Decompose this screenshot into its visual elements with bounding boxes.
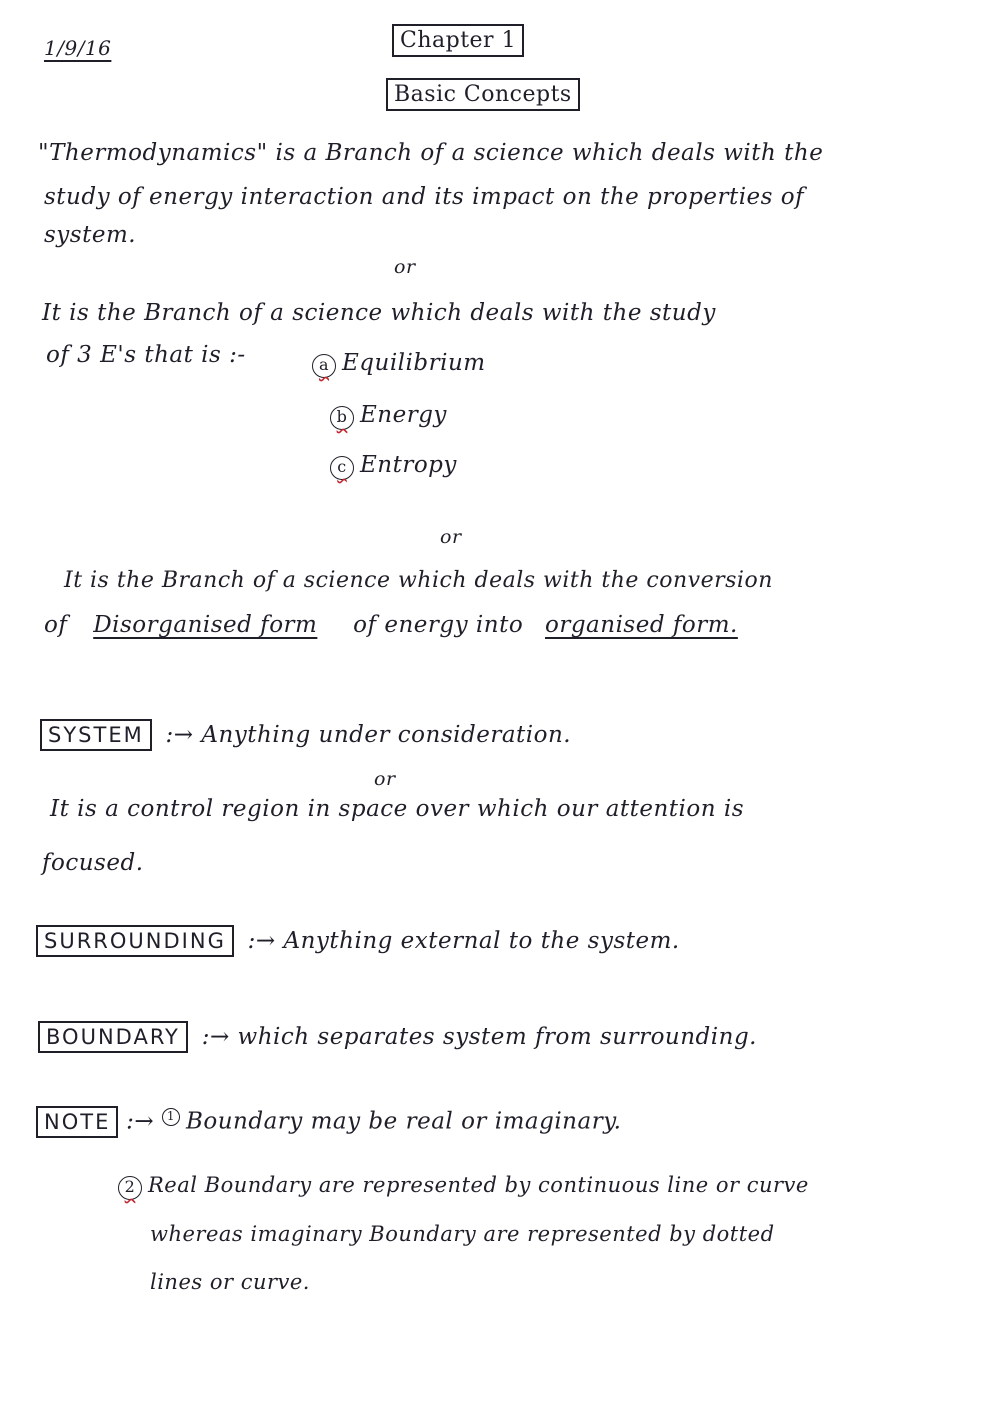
system-label: SYSTEM bbox=[40, 719, 152, 751]
organised-form: organised form. bbox=[544, 612, 738, 638]
list-marker: c bbox=[330, 456, 354, 480]
system-line-2: It is a control region in space over which our attention is bbox=[50, 796, 745, 822]
list-item-text: Equilibrium bbox=[342, 350, 486, 376]
note-label: NOTE bbox=[36, 1106, 118, 1138]
boundary-label: BOUNDARY bbox=[38, 1021, 188, 1053]
chapter-title: Basic Concepts bbox=[386, 78, 580, 111]
or-separator-1: or bbox=[394, 256, 416, 278]
list-item-equilibrium bbox=[312, 350, 486, 378]
note-item-2-line-3: lines or curve. bbox=[150, 1270, 310, 1294]
note-item-2-text: Real Boundary are represented by continuous line or curve bbox=[148, 1173, 809, 1197]
note-item-1 bbox=[36, 1108, 621, 1135]
boundary-text: :→ which separates system from surrounding. bbox=[201, 1024, 757, 1050]
note-marker-2: 2 bbox=[118, 1176, 142, 1200]
note-item-2-line-1 bbox=[118, 1172, 809, 1200]
surrounding-label: SURROUNDING bbox=[36, 925, 234, 957]
list-item-entropy bbox=[330, 452, 457, 480]
definition-3-line-1: It is the Branch of a science which deals with the conversion bbox=[64, 568, 773, 593]
note-marker-1: 1 bbox=[162, 1108, 180, 1126]
system-definition bbox=[40, 722, 571, 748]
chapter-heading: Chapter 1 bbox=[392, 24, 524, 57]
definition-1-line-3: system. bbox=[44, 222, 137, 248]
surrounding-text: :→ Anything external to the system. bbox=[247, 928, 680, 954]
definition-1-line-1: "Thermodynamics" is a Branch of a science which deals with the bbox=[38, 140, 824, 166]
definition-1-line-2: study of energy interaction and its impact on the properties of bbox=[44, 184, 805, 210]
date: 1/9/16 bbox=[44, 36, 112, 60]
system-line-3: focused. bbox=[42, 850, 144, 876]
definition-3-line-2 bbox=[44, 612, 738, 638]
disorganised-form: Disorganised form bbox=[93, 612, 318, 638]
list-item-text: Energy bbox=[360, 402, 447, 428]
definition-2-line-1: It is the Branch of a science which deals with the study bbox=[42, 300, 716, 326]
note-item-2-line-2: whereas imaginary Boundary are represented by dotted bbox=[150, 1222, 775, 1246]
system-text: :→ Anything under consideration. bbox=[165, 722, 572, 748]
list-marker: a bbox=[312, 354, 336, 378]
text-of-energy-into: of energy into bbox=[353, 612, 524, 638]
or-separator-3: or bbox=[374, 768, 396, 790]
note-arrow: :→ bbox=[126, 1108, 155, 1135]
surrounding-definition bbox=[36, 928, 680, 954]
text-of: of bbox=[44, 612, 68, 638]
list-item-text: Entropy bbox=[360, 452, 457, 478]
note-item-1-text: Boundary may be real or imaginary. bbox=[186, 1108, 622, 1135]
definition-2-line-2: of 3 E's that is :- bbox=[46, 342, 246, 368]
or-separator-2: or bbox=[440, 526, 462, 548]
boundary-definition bbox=[38, 1024, 757, 1050]
list-item-energy bbox=[330, 402, 447, 430]
list-marker: b bbox=[330, 406, 354, 430]
